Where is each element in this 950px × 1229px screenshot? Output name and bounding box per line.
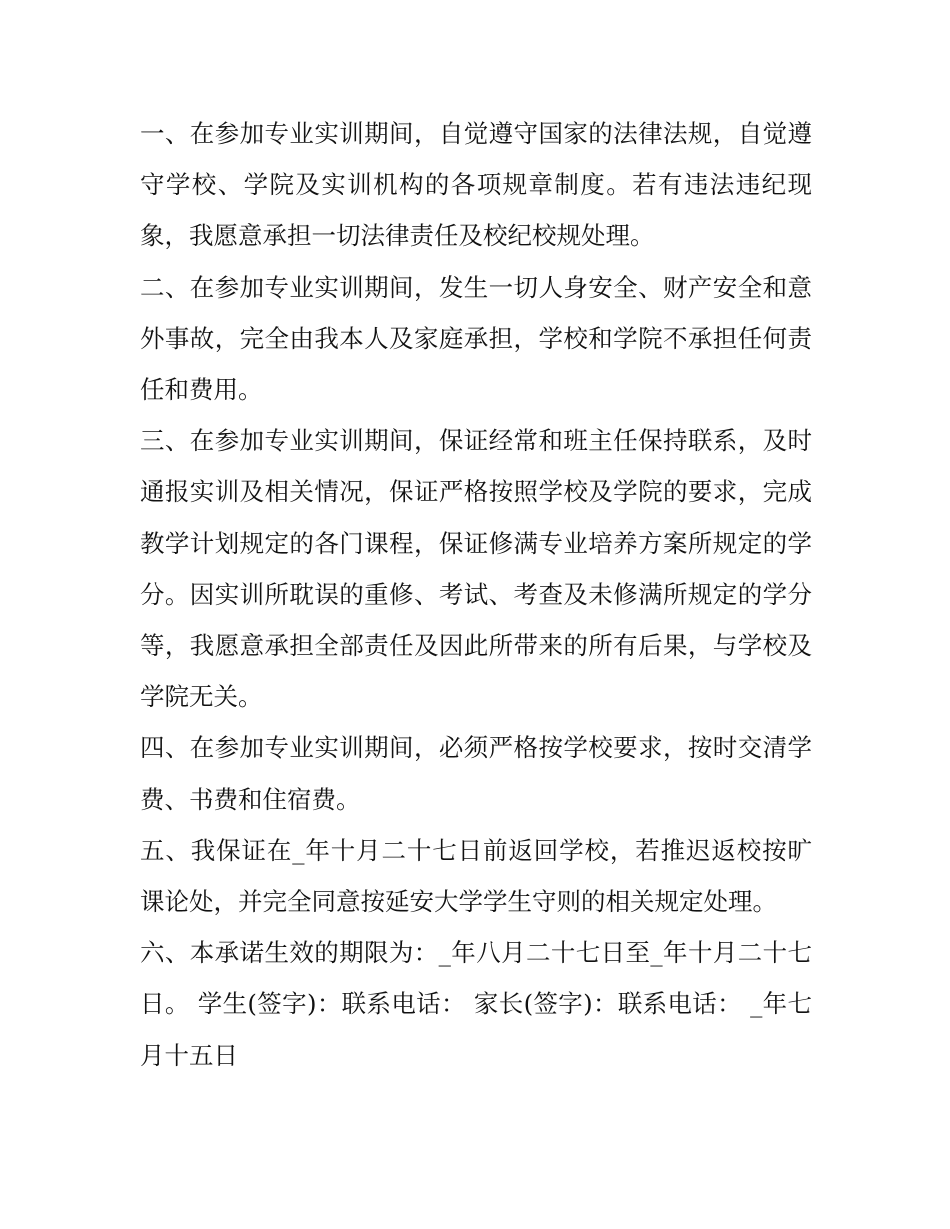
clause-6-signature: 六、本承诺生效的期限为：_年八月二十七日至_年十月二十七日。 学生(签字)：联系电话： 家长(签字)：联系电话： _年七月十五日 xyxy=(140,938,812,1070)
document-body xyxy=(140,108,812,1081)
clause-5: 五、我保证在_年十月二十七日前返回学校，若推迟返校按旷课论处，并完全同意按延安大学学生守则的相关规定处理。 xyxy=(140,835,812,917)
clause-4: 四、在参加专业实训期间，必须严格按学校要求，按时交清学费、书费和住宿费。 xyxy=(140,733,812,814)
clause-2: 二、在参加专业实训期间，发生一切人身安全、财产安全和意外事故，完全由我本人及家庭承担，学校和学院不承担任何责任和费用。 xyxy=(140,272,812,405)
clause-1: 一、在参加专业实训期间，自觉遵守国家的法律法规，自觉遵守学校、学院及实训机构的各项规章制度。若有违法违纪现象，我愿意承担一切法律责任及校纪校规处理。 xyxy=(140,119,812,251)
clause-3: 三、在参加专业实训期间，保证经常和班主任保持联系，及时通报实训及相关情况，保证严格按照学校及学院的要求，完成教学计划规定的各门课程，保证修满专业培养方案所规定的学分。因实训所耽误的重修、考试、考查及未修满所规定的学分等，我愿意承担全部责任及因此所带来的所有后果，与学校及学院无关。 xyxy=(140,426,812,712)
